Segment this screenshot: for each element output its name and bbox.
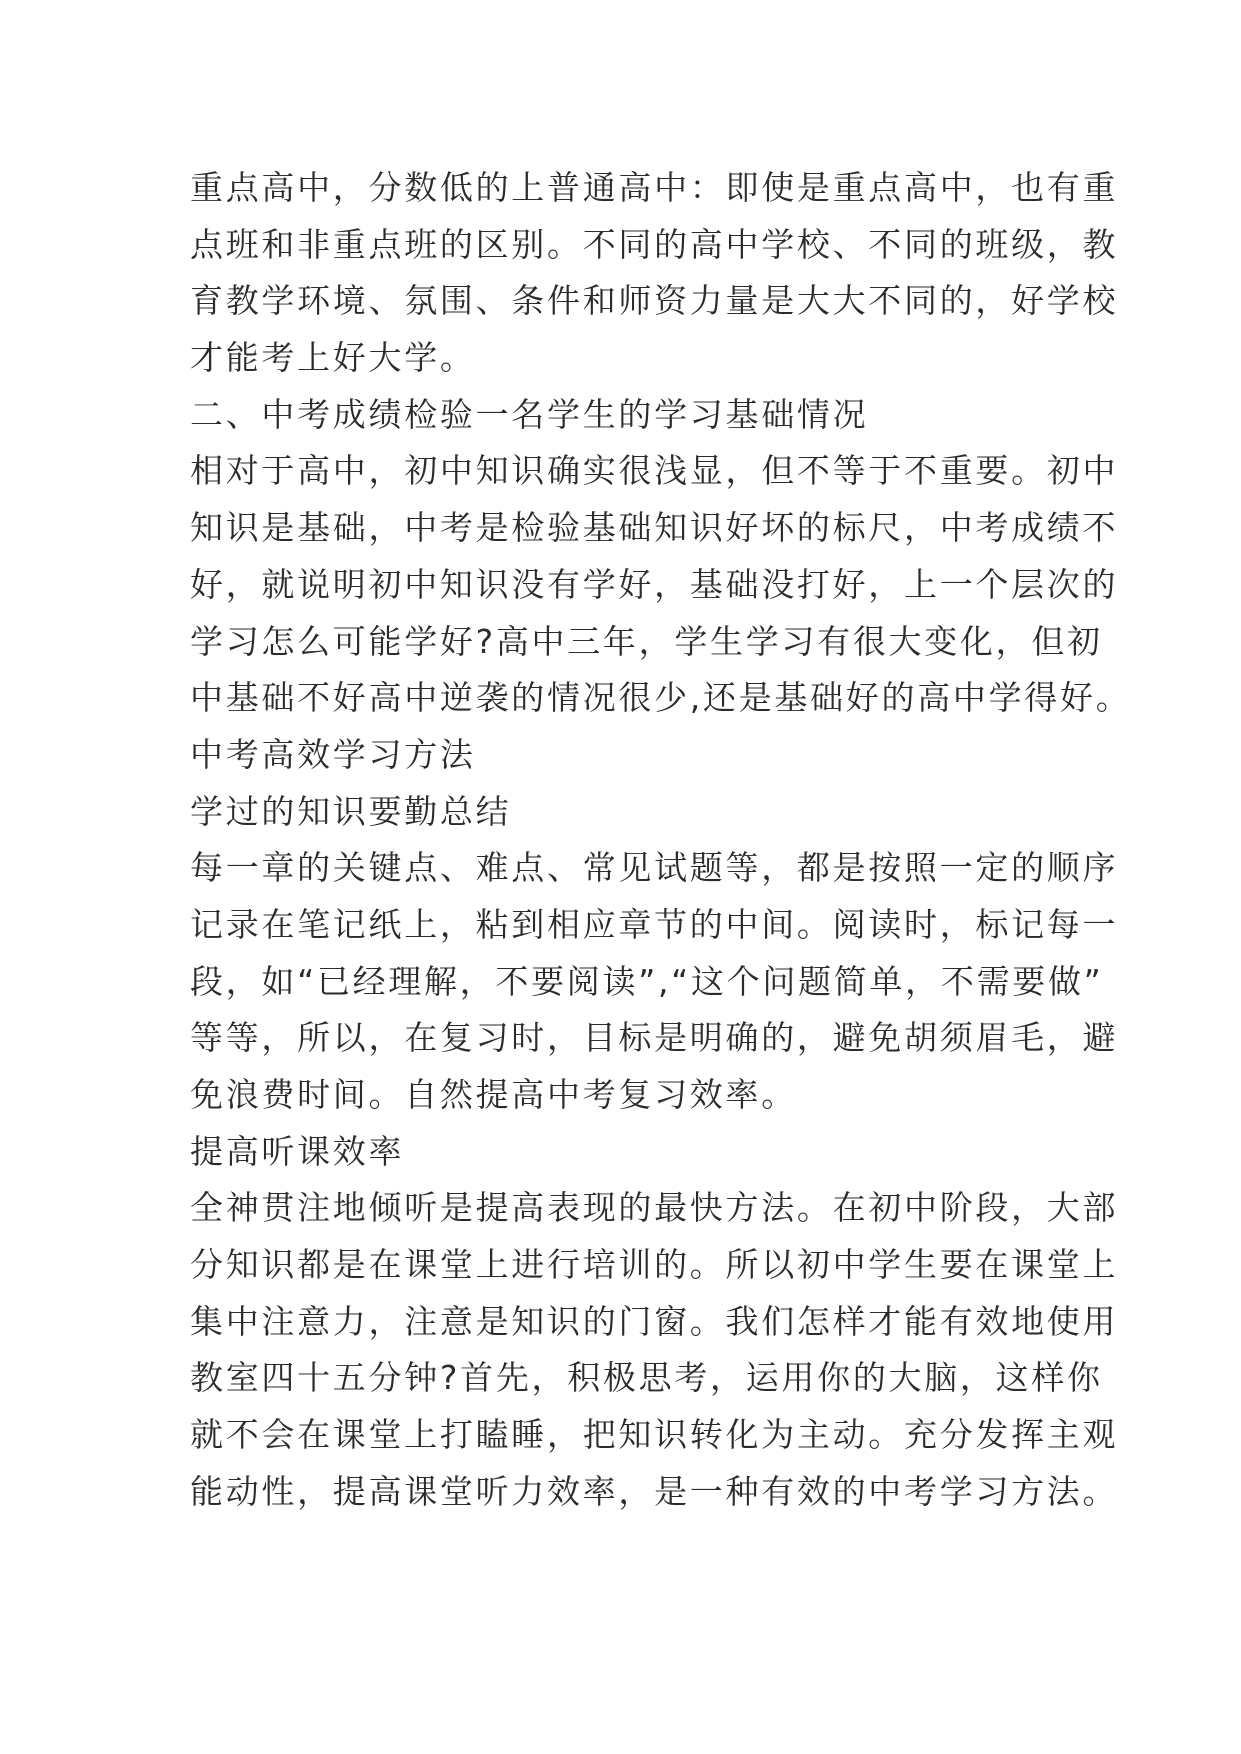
paragraph-line: 记录在笔记纸上，粘到相应章节的中间。阅读时，标记每一 bbox=[190, 904, 1119, 944]
paragraph-line: 等等，所以，在复习时，目标是明确的，避免胡须眉毛，避 bbox=[190, 1018, 1119, 1058]
paragraph-line: 教室四十五分钟?首先，积极思考，运用你的大脑，这样你 bbox=[190, 1358, 1103, 1398]
paragraph-line: 分知识都是在课堂上进行培训的。所以初中学生要在课堂上 bbox=[190, 1245, 1119, 1285]
paragraph-line: 知识是基础，中考是检验基础知识好坏的标尺，中考成绩不 bbox=[190, 508, 1119, 548]
paragraph-line: 集中注意力，注意是知识的门窗。我们怎样才能有效地使用 bbox=[190, 1301, 1119, 1341]
paragraph-line: 段，如“已经理解，不要阅读”,“这个问题简单，不需要做” bbox=[190, 961, 1104, 1001]
paragraph-line: 育教学环境、氛围、条件和师资力量是大大不同的，好学校 bbox=[190, 281, 1119, 321]
paragraph-line: 全神贯注地倾听是提高表现的最快方法。在初中阶段，大部 bbox=[190, 1188, 1119, 1228]
paragraph-line: 能动性，提高课堂听力效率，是一种有效的中考学习方法。 bbox=[190, 1471, 1119, 1511]
section-heading: 二、中考成绩检验一名学生的学习基础情况 bbox=[190, 394, 869, 434]
subsection-heading: 学过的知识要勤总结 bbox=[190, 791, 512, 831]
section-heading: 中考高效学习方法 bbox=[190, 734, 476, 774]
paragraph-line: 学习怎么可能学好?高中三年，学生学习有很大变化，但初 bbox=[190, 621, 1103, 661]
paragraph-line: 免浪费时间。自然提高中考复习效率。 bbox=[190, 1075, 797, 1114]
paragraph-line: 点班和非重点班的区别。不同的高中学校、不同的班级，教 bbox=[190, 224, 1119, 264]
paragraph-line: 中基础不好高中逆袭的情况很少,还是基础好的高中学得好。 bbox=[190, 678, 1132, 718]
paragraph-line: 才能考上好大学。 bbox=[190, 338, 476, 378]
paragraph-line: 每一章的关键点、难点、常见试题等，都是按照一定的顺序 bbox=[190, 848, 1119, 888]
paragraph-line: 就不会在课堂上打瞌睡，把知识转化为主动。充分发挥主观 bbox=[190, 1415, 1119, 1455]
paragraph-line: 好，就说明初中知识没有学好，基础没打好，上一个层次的 bbox=[190, 564, 1119, 604]
subsection-heading: 提高听课效率 bbox=[190, 1131, 405, 1171]
document-body bbox=[190, 160, 1132, 1521]
paragraph-line: 相对于高中，初中知识确实很浅显，但不等于不重要。初中 bbox=[190, 451, 1119, 491]
paragraph-line: 重点高中，分数低的上普通高中：即使是重点高中，也有重 bbox=[190, 168, 1119, 207]
